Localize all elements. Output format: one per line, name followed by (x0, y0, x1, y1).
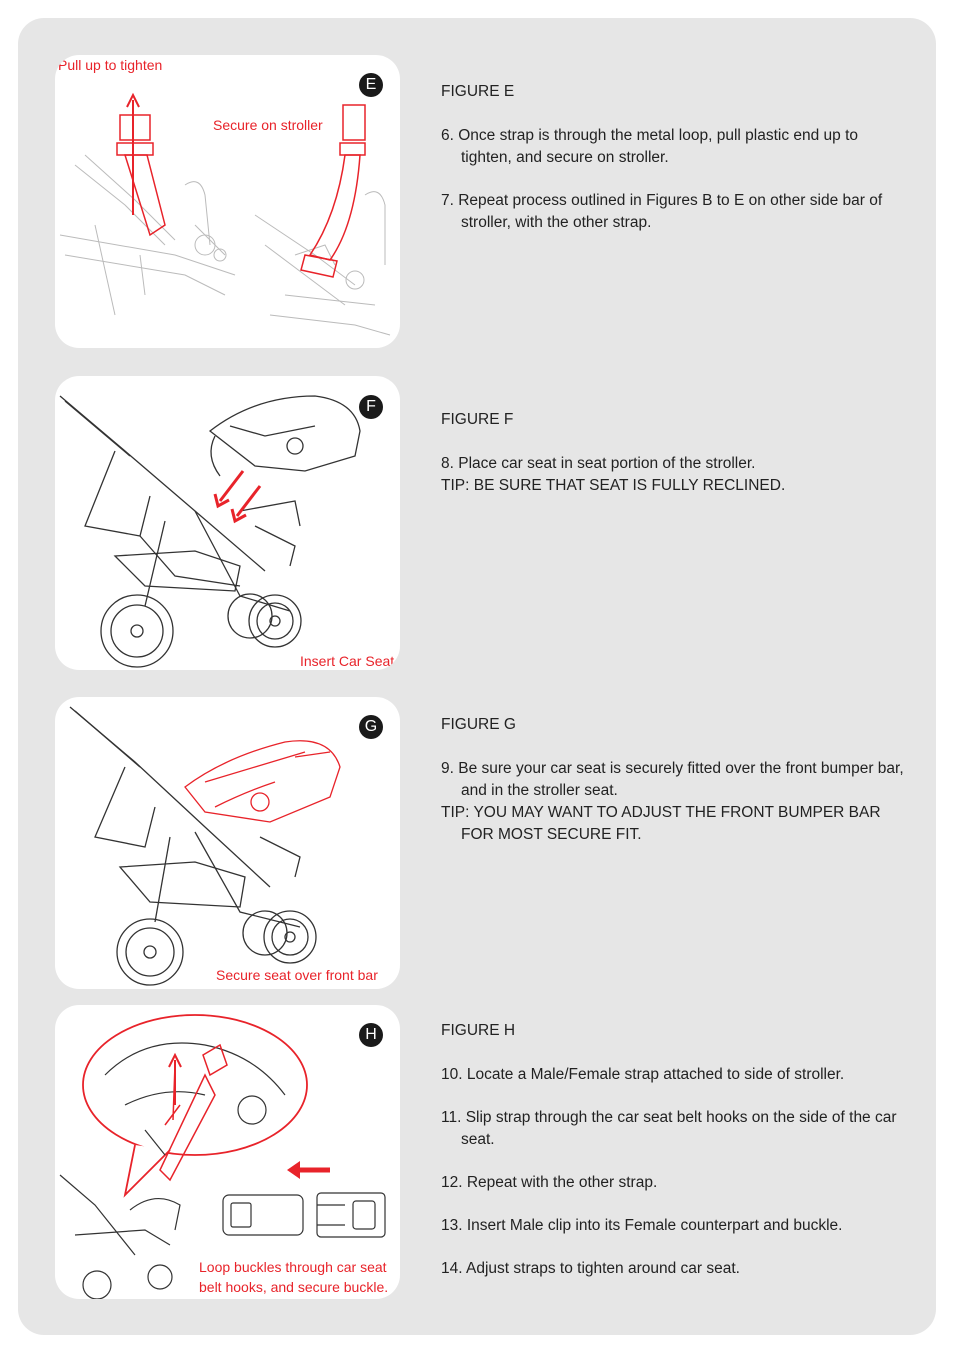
figure-f-instructions (441, 409, 911, 518)
figure-g-instructions (441, 714, 911, 867)
figure-f-illustration (55, 376, 400, 670)
figure-f-badge: F (359, 395, 383, 419)
step-6: 6. Once strap is through the metal loop, pull plastic end up to tighten, and secure on stroller. (441, 127, 859, 166)
tip-bumper-bar: TIP: YOU MAY WANT TO ADJUST THE FRONT BUMPER BAR FOR MOST SECURE FIT. (441, 804, 881, 843)
buckle-strap-drawing (55, 1005, 400, 1299)
tip-recline: TIP: BE SURE THAT SEAT IS FULLY RECLINED. (441, 477, 786, 494)
step-12: 12. Repeat with the other strap. (441, 1174, 658, 1191)
step-8: 8. Place car seat in seat portion of the stroller. (441, 455, 756, 472)
figure-g-badge: G (359, 715, 383, 739)
caption-loop-buckles-2: belt hooks, and secure buckle. (199, 1279, 389, 1295)
figure-h-badge: H (359, 1023, 383, 1047)
figure-g-illustration (55, 697, 400, 989)
step-7: 7. Repeat process outlined in Figures B to E on other side bar of stroller, with the other strap. (441, 192, 883, 231)
step-14: 14. Adjust straps to tighten around car seat. (441, 1260, 740, 1277)
figure-h-instructions (441, 1020, 911, 1301)
caption-secure-over-bar: Secure seat over front bar (216, 967, 378, 983)
figure-e-illustration (55, 55, 400, 348)
step-13: 13. Insert Male clip into its Female counterpart and buckle. (441, 1217, 843, 1234)
step-10: 10. Locate a Male/Female strap attached to side of stroller. (441, 1066, 845, 1083)
figure-h-illustration (55, 1005, 400, 1299)
caption-loop-buckles-1: Loop buckles through car seat (199, 1259, 387, 1275)
figure-h-heading: FIGURE H (441, 1022, 516, 1039)
figure-e-heading: FIGURE E (441, 83, 515, 100)
secure-seat-drawing (55, 697, 400, 989)
step-11: 11. Slip strap through the car seat belt hooks on the side of the car seat. (441, 1109, 897, 1148)
caption-pull-up: Pull up to tighten (58, 57, 163, 73)
figure-e-badge: E (359, 73, 383, 97)
figure-f-heading: FIGURE F (441, 411, 514, 428)
figure-g-heading: FIGURE G (441, 716, 516, 733)
figure-e-instructions (441, 81, 911, 255)
insert-car-seat-drawing (55, 376, 400, 670)
step-9: 9. Be sure your car seat is securely fitted over the front bumper bar, and in the stroller seat. (441, 760, 904, 799)
caption-insert-car-seat: Insert Car Seat (300, 653, 395, 669)
strap-tighten-drawing (55, 55, 400, 348)
caption-secure-on-stroller: Secure on stroller (213, 117, 323, 133)
